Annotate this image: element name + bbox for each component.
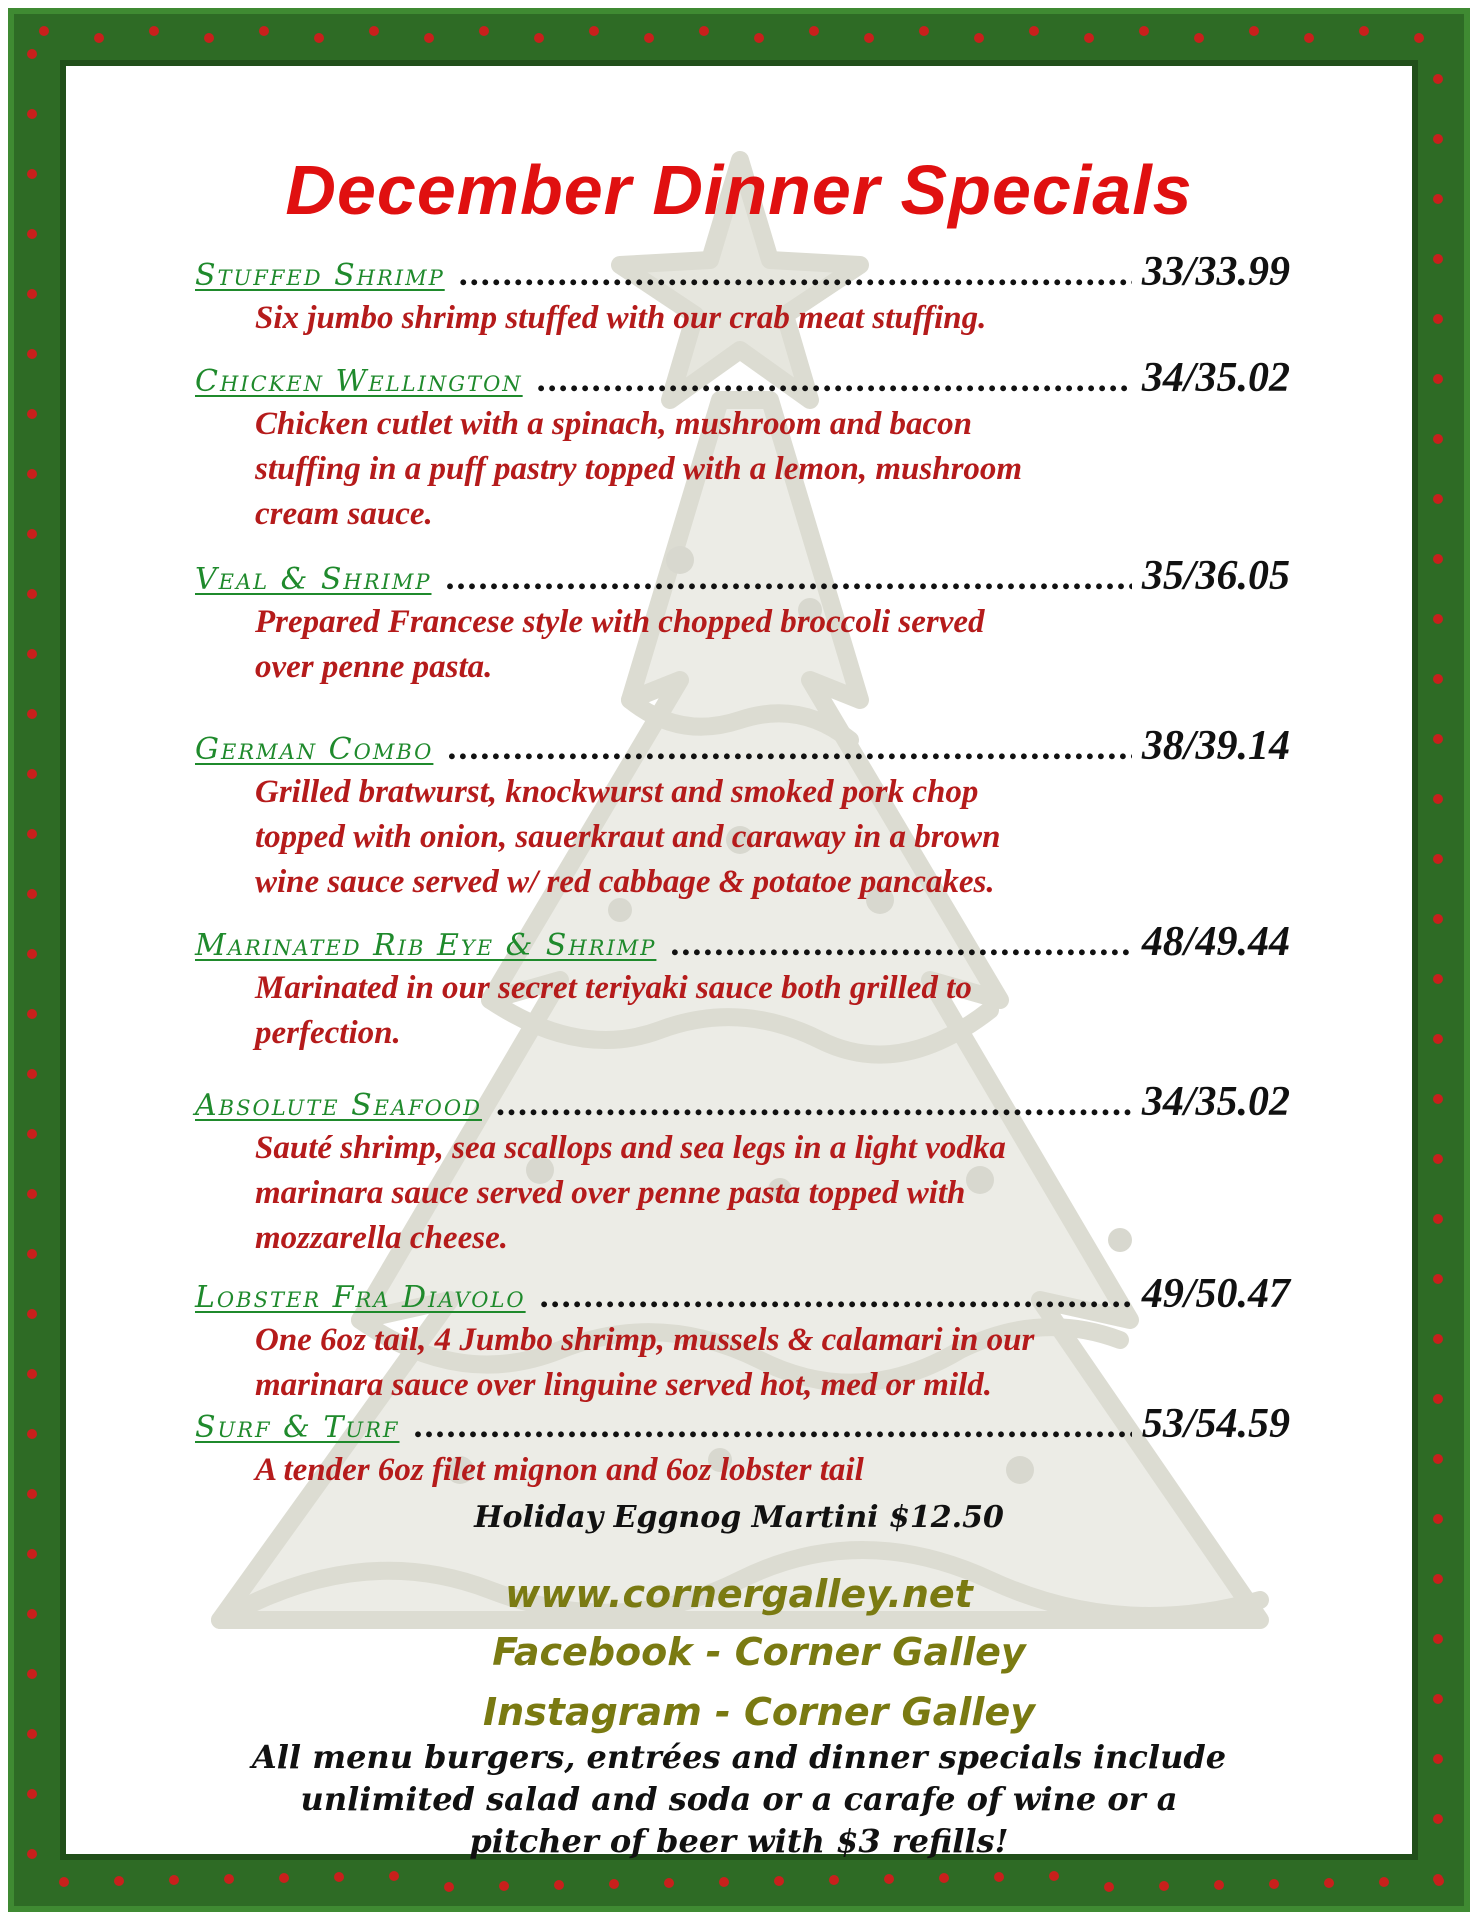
menu-item-price: 53/54.59 [1141,1401,1290,1447]
dot-leader [540,1274,1132,1316]
description-line: One 6oz tail, 4 Jumbo shrimp, mussels & calamari in our [255,1322,1035,1358]
description-line: Sauté shrimp, sea scallops and sea legs in a light vodka [255,1130,1006,1166]
menu-item [195,1400,1290,1493]
menu-item-description [255,1448,1195,1493]
menu-title: December Dinner Specials [285,151,1193,229]
website-link[interactable]: www.cornergalley.net [505,1572,973,1616]
dot-leader [447,726,1131,768]
description-line: cream sauce. [255,496,433,532]
description-line: Prepared Francese style with chopped broccoli served [255,604,985,640]
description-line: topped with onion, sauerkraut and caraway in a brown [255,819,1001,855]
facebook-link[interactable]: Facebook - Corner Galley [492,1630,1026,1674]
menu-item-description [255,402,1195,537]
footer-note [200,1736,1278,1862]
description-line: marinara sauce over linguine served hot, med or mild. [255,1367,993,1403]
menu-item-name: Marinated Rib Eye & Shrimp [195,928,657,963]
description-line: A tender 6oz filet mignon and 6oz lobster tail [255,1452,864,1488]
menu-item-price: 34/35.02 [1141,1079,1290,1125]
menu-item-row [195,1078,1290,1126]
description-line: over penne pasta. [255,649,493,685]
menu-item-price: 35/36.05 [1141,553,1290,599]
description-line: marinara sauce served over penne pasta topped with [255,1175,966,1211]
menu-item-price: 48/49.44 [1141,919,1290,965]
menu-item-name: Stuffed Shrimp [195,258,445,293]
menu-item-price: 49/50.47 [1141,1271,1290,1317]
menu-item-row [195,248,1290,296]
menu-item [195,354,1290,537]
description-line: wine sauce served w/ red cabbage & potatoe pancakes. [255,864,995,900]
menu-item [195,1270,1290,1408]
dot-leader [670,922,1131,964]
menu-item-name: Lobster Fra Diavolo [195,1280,526,1315]
menu-item-name: Chicken Wellington [195,364,523,399]
menu-item [195,552,1290,690]
menu-item-description [255,600,1195,690]
menu-item-row [195,918,1290,966]
description-line: Chicken cutlet with a spinach, mushroom and bacon [255,406,972,442]
menu-item-price: 38/39.14 [1141,723,1290,769]
dot-leader [537,358,1132,400]
menu-item-name: Absolute Seafood [195,1088,482,1123]
menu-item-description [255,296,1195,341]
menu-item-description [255,1318,1195,1408]
description-line: Six jumbo shrimp stuffed with our crab meat stuffing. [255,300,987,336]
description-line: perfection. [255,1015,401,1051]
menu-item-description [255,966,1195,1056]
menu-item-description [255,770,1195,905]
dot-leader [459,252,1132,294]
menu-item-price: 33/33.99 [1141,249,1290,295]
footer-line: unlimited salad and soda or a carafe of wine or a [300,1780,1178,1818]
menu-item [195,722,1290,905]
instagram-link[interactable]: Instagram - Corner Galley [483,1690,1035,1734]
menu-item-description [255,1126,1195,1261]
description-line: mozzarella cheese. [255,1220,508,1256]
description-line: Marinated in our secret teriyaki sauce both grilled to [255,970,972,1006]
menu-item-row [195,552,1290,600]
menu-item-row [195,1270,1290,1318]
menu-item-name: Surf & Turf [195,1410,400,1445]
menu-item [195,918,1290,1056]
menu-item-name: German Combo [195,732,434,767]
footer-line: pitcher of beer with $3 refills! [469,1822,1009,1860]
menu-item-price: 34/35.02 [1141,355,1290,401]
description-line: stuffing in a puff pastry topped with a lemon, mushroom [255,451,1023,487]
description-line: Grilled bratwurst, knockwurst and smoked pork chop [255,774,979,810]
menu-item [195,248,1290,341]
dot-leader [414,1404,1132,1446]
menu-item-row [195,354,1290,402]
dot-leader [496,1082,1132,1124]
martini-special: Holiday Eggnog Martini $12.50 [474,1500,1004,1535]
dot-leader [446,556,1132,598]
menu-item-row [195,722,1290,770]
menu-item-name: Veal & Shrimp [195,562,432,597]
footer-line: All menu burgers, entrées and dinner specials include [251,1738,1227,1776]
menu-item [195,1078,1290,1261]
menu-item-row [195,1400,1290,1448]
